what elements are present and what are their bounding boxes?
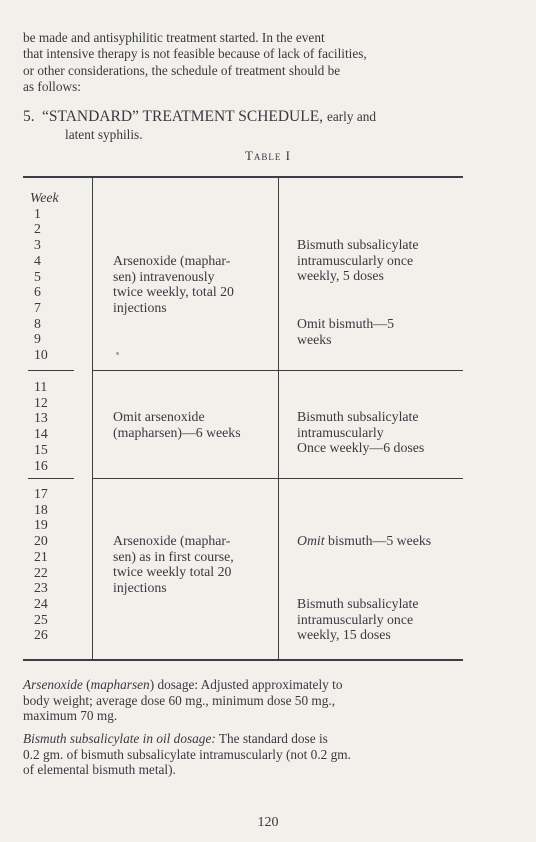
- section-title-tail: early and: [326, 109, 377, 124]
- week-number: 24: [34, 595, 48, 611]
- note-text: The standard dose is: [215, 731, 328, 746]
- cell-line: Arsenoxide (maphar-: [113, 533, 231, 548]
- cell-line: Arsenoxide (maphar-: [113, 253, 231, 268]
- note-label: Bismuth subsalicylate in oil dosage:: [23, 731, 216, 746]
- cell-line: (mapharsen)—6 weeks: [113, 424, 241, 440]
- week-column-block-3: [30, 486, 70, 643]
- block-divider: [93, 478, 278, 479]
- table-caption: Table I: [244, 148, 292, 163]
- cell-line: weekly, 15 doses: [297, 627, 391, 643]
- week-column-block-1: [30, 190, 70, 363]
- note-line: body weight; average dose 60 mg., minimum dose 50 mg.,: [23, 692, 336, 708]
- section-subtitle: latent syphilis.: [65, 127, 143, 142]
- week-number: 23: [34, 580, 48, 596]
- cell-line: injections: [113, 300, 167, 316]
- week-number: 17: [34, 486, 48, 501]
- cell-line: sen) intravenously: [113, 268, 215, 284]
- week-header: Week: [30, 190, 59, 205]
- intro-line: as follows:: [23, 79, 81, 95]
- week-number: 11: [34, 379, 48, 394]
- arsenic-cell-block-1: [113, 253, 234, 316]
- week-number: 10: [34, 347, 48, 363]
- cell-line: twice weekly total 20: [113, 564, 232, 580]
- arsenic-cell-block-2: [113, 409, 241, 440]
- intro-line: that intensive therapy is not feasible because of lack of facilities,: [23, 46, 367, 62]
- arsenoxide-dosage-note: [23, 677, 468, 724]
- cell-line: Bismuth subsalicylate: [297, 237, 419, 252]
- note-line: [23, 731, 468, 747]
- week-number: 12: [34, 394, 48, 410]
- omit-bismuth-cell-block-1: [297, 316, 394, 347]
- week-number: 8: [34, 315, 41, 331]
- week-number: 3: [34, 237, 41, 253]
- week-number: 16: [34, 457, 48, 473]
- omit-word: Omit: [297, 533, 325, 548]
- cell-line: Omit arsenoxide: [113, 409, 205, 424]
- note-label: Arsenoxide: [23, 677, 83, 692]
- week-number: 6: [34, 284, 41, 300]
- week-number: 1: [34, 205, 41, 221]
- omit-rest: bismuth—5 weeks: [324, 533, 432, 548]
- cell-line: Once weekly—6 doses: [297, 440, 425, 456]
- arsenic-cell-block-3: [113, 533, 234, 596]
- week-number: 19: [34, 517, 48, 533]
- block-divider: [28, 478, 74, 479]
- note-line: 0.2 gm. of bismuth subsalicylate intramuscularly (not 0.2 gm.: [23, 746, 351, 762]
- table-bottom-rule: [23, 659, 463, 661]
- note-line: [23, 677, 468, 693]
- note-label: (: [82, 677, 91, 692]
- section-number: 5.: [23, 108, 35, 125]
- cell-line: weeks: [297, 331, 332, 347]
- cell-line: Bismuth subsalicylate: [297, 596, 419, 611]
- week-number: 26: [34, 627, 48, 643]
- week-number: 25: [34, 611, 48, 627]
- intro-paragraph: [23, 30, 468, 96]
- cell-line: sen) as in first course,: [113, 548, 234, 564]
- intro-line: or other considerations, the schedule of treatment should be: [23, 62, 341, 78]
- bismuth-cell-block-3: [297, 596, 418, 643]
- week-number: 14: [34, 426, 48, 442]
- cell-line: intramuscularly once: [297, 252, 414, 268]
- cell-line: weekly, 5 doses: [297, 268, 384, 284]
- block-divider: [93, 370, 278, 371]
- note-text: Adjusted approximately to: [198, 677, 343, 692]
- cell-line: injections: [113, 580, 167, 596]
- note-label: mapharsen: [90, 677, 150, 692]
- cell-line: Bismuth subsalicylate: [297, 409, 419, 424]
- intro-line: be made and antisyphilitic treatment started. In the event: [23, 30, 325, 45]
- section-title-text: “STANDARD” TREATMENT SCHEDULE,: [42, 108, 324, 125]
- week-number: 9: [34, 331, 41, 347]
- column-divider: [92, 177, 93, 659]
- week-number: 22: [34, 564, 48, 580]
- note-line: of elemental bismuth metal).: [23, 762, 176, 778]
- week-number: 4: [34, 252, 41, 268]
- bismuth-cell-block-2: [297, 409, 424, 456]
- cell-line: Omit bismuth—5: [297, 316, 394, 331]
- week-number: 5: [34, 268, 41, 284]
- block-divider: [279, 370, 463, 371]
- column-divider: [278, 177, 279, 659]
- week-number: 7: [34, 299, 41, 315]
- cell-line: [297, 533, 431, 549]
- week-number: 13: [34, 410, 48, 426]
- week-number: 15: [34, 441, 48, 457]
- omit-bismuth-cell-block-3: [297, 533, 431, 549]
- ink-speck: [116, 352, 119, 355]
- block-divider: [28, 370, 74, 371]
- page-number: 120: [257, 815, 279, 830]
- week-number: 21: [34, 548, 48, 564]
- bismuth-cell-block-1: [297, 237, 418, 284]
- week-column-block-2: [30, 379, 70, 473]
- cell-line: intramuscularly once: [297, 611, 414, 627]
- week-number: 2: [34, 221, 41, 237]
- note-label: ) dosage:: [149, 677, 199, 692]
- cell-line: twice weekly, total 20: [113, 284, 234, 300]
- block-divider: [279, 478, 463, 479]
- week-number: 20: [34, 533, 48, 549]
- section-title: [42, 108, 376, 126]
- bismuth-dosage-note: [23, 731, 468, 778]
- week-number: 18: [34, 501, 48, 517]
- table-top-rule: [23, 176, 463, 178]
- cell-line: intramuscularly: [297, 424, 384, 440]
- note-line: maximum 70 mg.: [23, 708, 118, 724]
